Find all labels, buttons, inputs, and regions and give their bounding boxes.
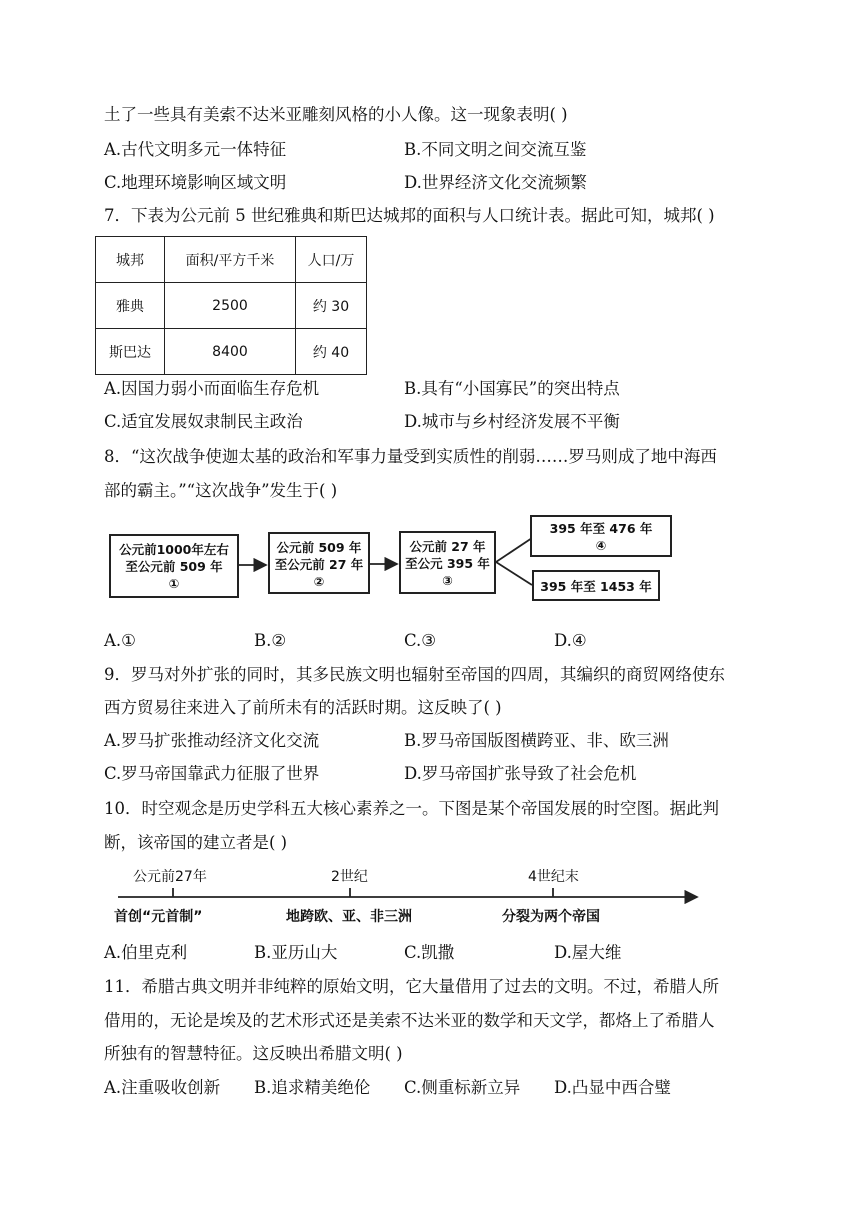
timeline-event: 地跨欧、亚、非三洲 [286,909,412,925]
q10-option-c: C.凯撒 [404,943,455,962]
q8-option-a: A.① [104,631,136,650]
q7-option-b: B.具有“小国寡民”的突出特点 [404,379,620,398]
period-box-3-line1: 公元前 27 年 [409,539,486,554]
q10-option-b: B.亚历山大 [254,943,338,962]
period-box-4-line1: 395 年至 476 年 [549,521,653,536]
q11-option-c: C.侧重标新立异 [404,1078,521,1097]
period-box-2-mark: ② [313,574,325,589]
q7-option-a: A.因国力弱小而面临生存危机 [104,379,320,398]
q10-stem-line2: 断，该帝国的建立者是( ) [104,833,288,852]
q9-option-b: B.罗马帝国版图横跨亚、非、欧三洲 [404,731,669,750]
q11-option-d: D.凸显中西合璧 [554,1078,671,1097]
period-box-1-line1: 公元前1000年左右 [119,542,229,557]
q8-stem-line2: 部的霸主。”“这次战争”发生于( ) [104,481,338,500]
table-cell: 约 40 [296,329,367,375]
q11-stem-line2: 借用的，无论是埃及的艺术形式还是美索不达米亚的数学和天文学，都烙上了希腊人 [104,1011,715,1030]
table-header: 面积/平方千米 [165,237,296,283]
q11-stem-line3: 所独有的智慧特征。这反映出希腊文明( ) [104,1044,403,1063]
q6-stem-tail: 土了一些具有美索不达米亚雕刻风格的小人像。这一现象表明( ) [104,105,568,124]
q8-option-c: C.③ [404,631,437,650]
table-cell: 雅典 [96,283,165,329]
q10-option-a: A.伯里克利 [104,943,188,962]
q6-option-a: A.古代文明多元一体特征 [104,140,287,159]
table-cell: 斯巴达 [96,329,165,375]
table-cell: 约 30 [296,283,367,329]
q8-stem-line1: 8．“这次战争使迦太基的政治和军事力量受到实质性的削弱……罗马则成了地中海西 [104,447,717,466]
q6-option-d: D.世界经济文化交流频繁 [404,173,587,192]
table-header: 人口/万 [296,237,367,283]
q7-option-c: C.适宜发展奴隶制民主政治 [104,412,303,431]
q10-option-d: D.屋大维 [554,943,622,962]
q8-option-d: D.④ [554,631,587,650]
table-cell: 8400 [165,329,296,375]
q7-stem: 7．下表为公元前 5 世纪雅典和斯巴达城邦的面积与人口统计表。据此可知，城邦( ) [104,206,715,225]
timeline-tick-top: 4世纪末 [528,869,579,885]
period-box-3-mark: ③ [442,573,453,588]
q9-stem-line1: 9．罗马对外扩张的同时，其多民族文明也辐射至帝国的四周，其编织的商贸网络使东 [104,665,725,684]
period-box-4-mark: ④ [595,538,607,553]
timeline-event: 分裂为两个帝国 [502,909,600,925]
timeline-tick-top: 公元前27年 [133,869,207,885]
period-box-1-mark: ① [168,576,180,591]
q11-option-a: A.注重吸收创新 [104,1078,221,1097]
q11-option-b: B.追求精美绝伦 [254,1078,371,1097]
q6-option-b: B.不同文明之间交流互鉴 [404,140,587,159]
q9-option-a: A.罗马扩张推动经济文化交流 [104,731,320,750]
table-cell: 2500 [165,283,296,329]
period-box-5-line1: 395 年至 1453 年 [540,579,652,594]
q8-option-b: B.② [254,631,287,650]
period-box-1-line2: 至公元前 509 年 [125,559,223,574]
period-box-2-line2: 至公元前 27 年 [274,557,364,572]
q7-option-d: D.城市与乡村经济发展不平衡 [404,412,620,431]
q11-stem-line1: 11．希腊古典文明并非纯粹的原始文明，它大量借用了过去的文明。不过，希腊人所 [104,977,719,996]
timeline-tick-top: 2世纪 [331,869,368,885]
table-header: 城邦 [96,237,165,283]
q9-stem-line2: 西方贸易往来进入了前所未有的活跃时期。这反映了( ) [104,698,502,717]
q9-option-c: C.罗马帝国靠武力征服了世界 [104,764,320,783]
q9-option-d: D.罗马帝国扩张导致了社会危机 [404,764,637,783]
q10-stem-line1: 10．时空观念是历史学科五大核心素养之一。下图是某个帝国发展的时空图。据此判 [104,799,719,818]
period-box-3-line2: 至公元 395 年 [405,556,490,571]
period-box-2-line1: 公元前 509 年 [276,540,362,555]
q6-option-c: C.地理环境影响区域文明 [104,173,287,192]
timeline-event: 首创“元首制” [114,909,203,925]
